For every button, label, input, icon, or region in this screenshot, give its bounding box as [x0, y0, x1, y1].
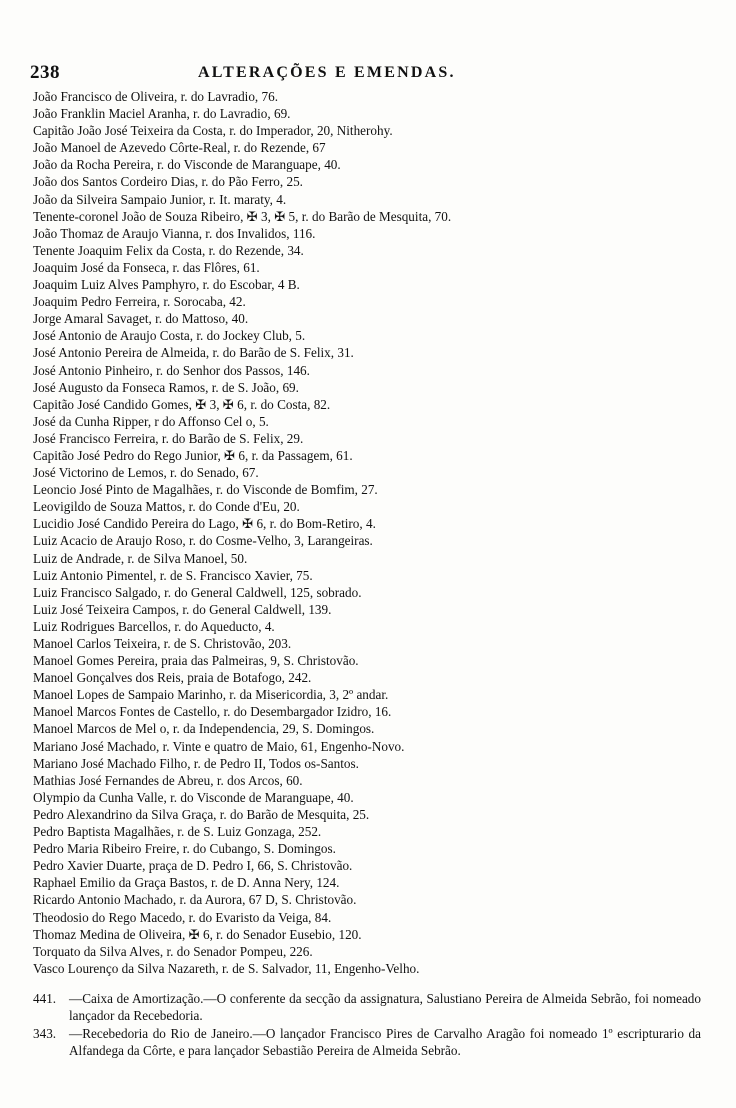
note-paragraph — [33, 990, 701, 1024]
list-item: José Antonio Pinheiro, r. do Senhor dos Passos, 146. — [33, 362, 310, 378]
list-item: Manoel Marcos de Mel o, r. da Independencia, 29, S. Domingos. — [33, 721, 375, 737]
list-item: João Thomaz de Araujo Vianna, r. dos Invalidos, 116. — [33, 225, 316, 241]
page-header — [30, 62, 710, 84]
list-item: João da Silveira Sampaio Junior, r. It. maraty, 4. — [33, 191, 287, 207]
list-item: Manoel Gomes Pereira, praia das Palmeiras, 9, S. Christovão. — [33, 653, 359, 669]
list-item: Joaquim Luiz Alves Pamphyro, r. do Escobar, 4 B. — [33, 277, 300, 293]
list-item: José Victorino de Lemos, r. do Senado, 67. — [33, 465, 259, 481]
list-item: Luiz Francisco Salgado, r. do General Caldwell, 125, sobrado. — [33, 584, 362, 600]
list-item: João Manoel de Azevedo Côrte-Real, r. do Rezende, 67 — [33, 140, 326, 156]
list-item: Leovigildo de Souza Mattos, r. do Conde d'Eu, 20. — [33, 499, 300, 515]
list-item: Capitão José Pedro do Rego Junior, ✠ 6, r. da Passagem, 61. — [33, 447, 353, 463]
list-item: Tenente-coronel João de Souza Ribeiro, ✠ 3, ✠ 5, r. do Barão de Mesquita, 70. — [33, 208, 452, 224]
list-item: João Franklin Maciel Aranha, r. do Lavradio, 69. — [33, 106, 291, 122]
list-item: João da Rocha Pereira, r. do Visconde de Maranguape, 40. — [33, 157, 341, 173]
list-item: Capitão José Candido Gomes, ✠ 3, ✠ 6, r. do Costa, 82. — [33, 396, 331, 412]
list-item: José Francisco Ferreira, r. do Barão de S. Felix, 29. — [33, 430, 304, 446]
list-item: Mariano José Machado, r. Vinte e quatro de Maio, 61, Engenho-Novo. — [33, 738, 405, 754]
note-text: —Recebedoria do Rio de Janeiro.—O lançador Francisco Pires de Carvalho Aragão foi nomeado 1º escripturario da Alfandega da Côrte, e para lançador Sebastião Pereira de Almeida Sebrão. — [69, 1026, 701, 1058]
list-item: João Francisco de Oliveira, r. do Lavradio, 76. — [33, 89, 278, 104]
list-item: Raphael Emilio da Graça Bastos, r. de D. Anna Nery, 124. — [33, 875, 340, 891]
list-item: Torquato da Silva Alves, r. do Senador Pompeu, 226. — [33, 943, 313, 959]
list-item: Joaquim Pedro Ferreira, r. Sorocaba, 42. — [33, 294, 246, 310]
list-item: Vasco Lourenço da Silva Nazareth, r. de S. Salvador, 11, Engenho-Velho. — [33, 960, 420, 976]
list-item: Olympio da Cunha Valle, r. do Visconde de Maranguape, 40. — [33, 789, 354, 805]
list-item: Leoncio José Pinto de Magalhães, r. do Visconde de Bomfim, 27. — [33, 482, 378, 498]
list-item: Luiz José Teixeira Campos, r. do General Caldwell, 139. — [33, 601, 332, 617]
list-item: Manoel Carlos Teixeira, r. de S. Christovão, 203. — [33, 636, 292, 651]
list-item: Pedro Baptista Magalhães, r. de S. Luiz Gonzaga, 252. — [33, 824, 322, 840]
running-title: ALTERAÇÕES E EMENDAS. — [198, 64, 456, 81]
note-text: —Caixa de Amortização.—O conferente da secção da assignatura, Salustiano Pereira de Almeida Sebrão, foi nomeado lançador da Recebedoria. — [69, 991, 701, 1023]
note-number: 441. — [33, 991, 57, 1006]
list-item: Tenente Joaquim Felix da Costa, r. do Rezende, 34. — [33, 242, 304, 258]
notes-section — [33, 990, 701, 1060]
list-item: Luiz de Andrade, r. de Silva Manoel, 50. — [33, 550, 248, 566]
list-item: José Antonio Pereira de Almeida, r. do Barão de S. Felix, 31. — [33, 345, 354, 361]
list-item: Manoel Lopes de Sampaio Marinho, r. da Misericordia, 3, 2º andar. — [33, 687, 389, 703]
address-list — [33, 88, 723, 977]
list-item: Capitão João José Teixeira da Costa, r. do Imperador, 20, Nitherohy. — [33, 123, 393, 139]
list-item: José da Cunha Ripper, r do Affonso Cel o, 5. — [33, 413, 269, 429]
list-item: Joaquim José da Fonseca, r. das Flôres, 61. — [33, 259, 260, 275]
list-item: Manoel Gonçalves dos Reis, praia de Botafogo, 242. — [33, 670, 312, 686]
list-item: Mathias José Fernandes de Abreu, r. dos Arcos, 60. — [33, 772, 303, 788]
list-item: Ricardo Antonio Machado, r. da Aurora, 67 D, S. Christovão. — [33, 892, 357, 908]
list-item: Luiz Antonio Pimentel, r. de S. Francisco Xavier, 75. — [33, 567, 313, 583]
list-item: Jorge Amaral Savaget, r. do Mattoso, 40. — [33, 311, 249, 327]
list-item: Luiz Acacio de Araujo Roso, r. do Cosme-Velho, 3, Larangeiras. — [33, 533, 373, 549]
list-item: Thomaz Medina de Oliveira, ✠ 6, r. do Senador Eusebio, 120. — [33, 926, 362, 942]
list-item: Pedro Xavier Duarte, praça de D. Pedro I, 66, S. Christovão. — [33, 858, 353, 874]
list-item: José Antonio de Araujo Costa, r. do Jockey Club, 5. — [33, 328, 306, 344]
list-item: João dos Santos Cordeiro Dias, r. do Pão Ferro, 25. — [33, 174, 303, 190]
list-item: Pedro Alexandrino da Silva Graça, r. do Barão de Mesquita, 25. — [33, 806, 370, 822]
list-item: Luiz Rodrigues Barcellos, r. do Aqueducto, 4. — [33, 618, 275, 634]
note-number: 343. — [33, 1026, 57, 1041]
list-item: Lucidio José Candido Pereira do Lago, ✠ 6, r. do Bom-Retiro, 4. — [33, 516, 376, 532]
page-number: 238 — [30, 62, 60, 83]
list-item: Manoel Marcos Fontes de Castello, r. do Desembargador Izidro, 16. — [33, 704, 392, 720]
list-item: Theodosio do Rego Macedo, r. do Evaristo da Veiga, 84. — [33, 909, 332, 925]
list-item: Mariano José Machado Filho, r. de Pedro II, Todos os-Santos. — [33, 755, 359, 771]
list-item: José Augusto da Fonseca Ramos, r. de S. João, 69. — [33, 379, 299, 395]
list-item: Pedro Maria Ribeiro Freire, r. do Cubango, S. Domingos. — [33, 841, 336, 857]
note-paragraph — [33, 1025, 701, 1059]
